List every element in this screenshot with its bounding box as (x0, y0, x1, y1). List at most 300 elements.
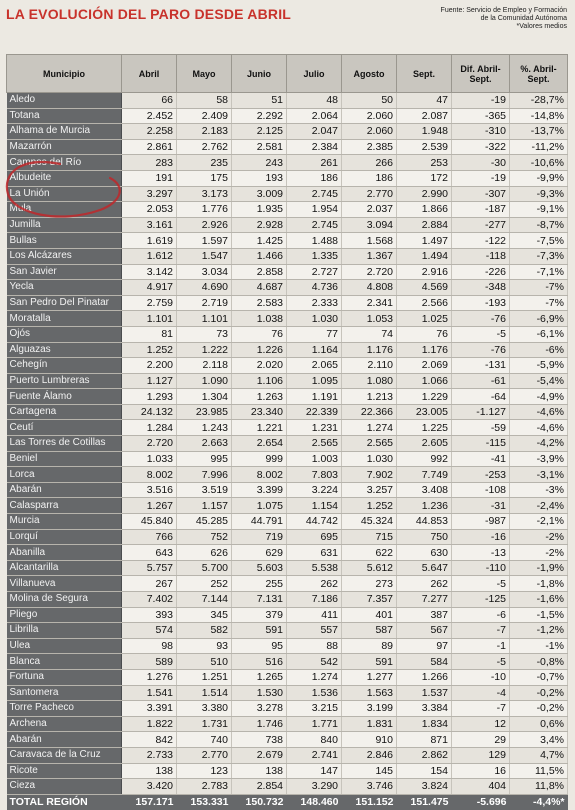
table-cell: -115 (452, 436, 510, 452)
municipality-name: Fuente Álamo (7, 389, 122, 405)
municipality-name: Cartagena (7, 404, 122, 420)
table-cell: 191 (122, 170, 177, 186)
table-cell: 1.101 (122, 311, 177, 327)
table-cell: 8.002 (232, 467, 287, 483)
table-cell: 7.996 (177, 467, 232, 483)
table-cell: 255 (232, 576, 287, 592)
municipality-name: Cieza (7, 779, 122, 795)
table-cell: 591 (342, 654, 397, 670)
table-cell: 2.770 (177, 747, 232, 763)
table-cell: 1.274 (287, 669, 342, 685)
source-line: de la Comunidad Autónoma (480, 15, 567, 22)
table-cell: -6,9% (510, 311, 568, 327)
table-cell: -0,8% (510, 654, 568, 670)
table-cell: 2.069 (397, 358, 452, 374)
table-cell: -41 (452, 451, 510, 467)
table-cell: 66 (122, 93, 177, 109)
table-cell: -19 (452, 170, 510, 186)
table-cell: 2.200 (122, 358, 177, 374)
table-cell: 3.142 (122, 264, 177, 280)
table-cell: 1.154 (287, 498, 342, 514)
table-cell: -13 (452, 545, 510, 561)
municipality-name: Abanilla (7, 545, 122, 561)
table-cell: 8.002 (122, 467, 177, 483)
table-cell: 81 (122, 326, 177, 342)
table-row (7, 248, 568, 264)
table-cell: -7% (510, 280, 568, 296)
table-cell: -110 (452, 560, 510, 576)
municipality-name: Villanueva (7, 576, 122, 592)
table-cell: 752 (177, 529, 232, 545)
table-cell: 2.727 (287, 264, 342, 280)
table-cell: -7,5% (510, 233, 568, 249)
table-cell: 387 (397, 607, 452, 623)
table-cell: -1,5% (510, 607, 568, 623)
table-cell: 243 (232, 155, 287, 171)
municipality-name: Alguazas (7, 342, 122, 358)
table-cell: 147 (287, 763, 342, 779)
table-cell: 2.654 (232, 436, 287, 452)
municipality-name: Los Alcázares (7, 248, 122, 264)
table-cell: 76 (232, 326, 287, 342)
table-row (7, 404, 568, 420)
municipality-name: Aledo (7, 93, 122, 109)
table-cell: 11,8% (510, 779, 568, 795)
table-cell: -6% (510, 342, 568, 358)
table-cell: 3.399 (232, 482, 287, 498)
municipality-name: Lorca (7, 467, 122, 483)
page-title: LA EVOLUCIÓN DEL PARO DESDE ABRIL (6, 6, 292, 22)
municipality-name: Pliego (7, 607, 122, 623)
table-cell: -1,6% (510, 592, 568, 608)
table-row (7, 514, 568, 530)
table-cell: 262 (397, 576, 452, 592)
table-cell: 404 (452, 779, 510, 795)
table-cell: 1.293 (122, 389, 177, 405)
table-cell: 5.612 (342, 560, 397, 576)
table-cell: 1.030 (287, 311, 342, 327)
table-cell: 252 (177, 576, 232, 592)
table-cell: 2.060 (342, 108, 397, 124)
table-cell: 2.110 (342, 358, 397, 374)
table-cell: 2.884 (397, 217, 452, 233)
table-cell: 582 (177, 623, 232, 639)
table-cell: 842 (122, 732, 177, 748)
table-cell: 5.700 (177, 560, 232, 576)
table-cell: 4.736 (287, 280, 342, 296)
table-row (7, 732, 568, 748)
table-cell: 411 (287, 607, 342, 623)
municipality-name: Fortuna (7, 669, 122, 685)
table-cell: 44.853 (397, 514, 452, 530)
table-cell: 2.064 (287, 108, 342, 124)
table-cell: 3.161 (122, 217, 177, 233)
table-cell: -277 (452, 217, 510, 233)
table-cell: 3.094 (342, 217, 397, 233)
table-cell: -7,1% (510, 264, 568, 280)
table-row (7, 155, 568, 171)
table-cell: 4.808 (342, 280, 397, 296)
table-row (7, 701, 568, 717)
table-cell: 1.822 (122, 716, 177, 732)
municipality-name: Las Torres de Cotillas (7, 436, 122, 452)
table-cell: 3.384 (397, 701, 452, 717)
table-cell: 261 (287, 155, 342, 171)
total-cell: -4,4%* (510, 794, 568, 810)
column-header: Abril (122, 55, 177, 93)
table-cell: -7% (510, 295, 568, 311)
table-cell: 630 (397, 545, 452, 561)
table-cell: 1.731 (177, 716, 232, 732)
table-cell: 186 (287, 170, 342, 186)
municipality-name: Beniel (7, 451, 122, 467)
table-cell: 2.858 (232, 264, 287, 280)
table-cell: 45.324 (342, 514, 397, 530)
table-cell: 401 (342, 607, 397, 623)
table-cell: 23.005 (397, 404, 452, 420)
table-cell: 1.488 (287, 233, 342, 249)
table-cell: -8,7% (510, 217, 568, 233)
municipality-name: Campos del Río (7, 155, 122, 171)
table-row (7, 763, 568, 779)
table-cell: 999 (232, 451, 287, 467)
table-cell: 267 (122, 576, 177, 592)
table-row (7, 436, 568, 452)
table-cell: 1.266 (397, 669, 452, 685)
table-cell: 1.541 (122, 685, 177, 701)
table-cell: 2.583 (232, 295, 287, 311)
municipality-name: Albudeite (7, 170, 122, 186)
table-cell: -987 (452, 514, 510, 530)
table-cell: 145 (342, 763, 397, 779)
table-cell: 2.333 (287, 295, 342, 311)
table-cell: 510 (177, 654, 232, 670)
table-cell: 138 (122, 763, 177, 779)
table-cell: -1,2% (510, 623, 568, 639)
table-cell: 2.679 (232, 747, 287, 763)
table-cell: 1.025 (397, 311, 452, 327)
municipality-name: Bullas (7, 233, 122, 249)
table-cell: -10 (452, 669, 510, 685)
table-body (7, 93, 568, 795)
table-row (7, 280, 568, 296)
municipality-name: Mazarrón (7, 139, 122, 155)
table-cell: -19 (452, 93, 510, 109)
table-cell: -193 (452, 295, 510, 311)
municipality-name: Murcia (7, 514, 122, 530)
table-cell: -307 (452, 186, 510, 202)
municipality-name: Ceutí (7, 420, 122, 436)
table-cell: 7.131 (232, 592, 287, 608)
total-row (7, 794, 568, 810)
table-cell: 3.420 (122, 779, 177, 795)
table-cell: 1.425 (232, 233, 287, 249)
table-cell: 1.304 (177, 389, 232, 405)
table-cell: 22.339 (287, 404, 342, 420)
column-header: Municipio (7, 55, 122, 93)
municipality-name: Yecla (7, 280, 122, 296)
table-cell: -310 (452, 124, 510, 140)
table-cell: 3.009 (232, 186, 287, 202)
column-header: Mayo (177, 55, 232, 93)
table-cell: 1.466 (232, 248, 287, 264)
table-cell: -0,7% (510, 669, 568, 685)
municipality-name: Lorquí (7, 529, 122, 545)
table-row (7, 576, 568, 592)
table-cell: -3% (510, 482, 568, 498)
table-cell: -122 (452, 233, 510, 249)
table-cell: 1.530 (232, 685, 287, 701)
table-cell: 3.391 (122, 701, 177, 717)
table-cell: -6,1% (510, 326, 568, 342)
table-cell: 154 (397, 763, 452, 779)
table-cell: 1.225 (397, 420, 452, 436)
table-cell: -131 (452, 358, 510, 374)
table-cell: 719 (232, 529, 287, 545)
table-cell: 2.566 (397, 295, 452, 311)
table-cell: 58 (177, 93, 232, 109)
table-cell: 393 (122, 607, 177, 623)
table-cell: 95 (232, 638, 287, 654)
table-cell: 3.746 (342, 779, 397, 795)
table-cell: 1.127 (122, 373, 177, 389)
municipality-name: Ulea (7, 638, 122, 654)
table-cell: -5,9% (510, 358, 568, 374)
table-cell: 262 (287, 576, 342, 592)
municipality-name: Abarán (7, 732, 122, 748)
table-cell: 44.791 (232, 514, 287, 530)
municipality-name: Blanca (7, 654, 122, 670)
table-cell: 1.568 (342, 233, 397, 249)
table-cell: -61 (452, 373, 510, 389)
table-cell: 2.539 (397, 139, 452, 155)
table-cell: 186 (342, 170, 397, 186)
table-cell: -5 (452, 654, 510, 670)
table-cell: 2.452 (122, 108, 177, 124)
column-header: %. Abril-Sept. (510, 55, 568, 93)
table-cell: 1.265 (232, 669, 287, 685)
table-cell: 2.581 (232, 139, 287, 155)
table-cell: -348 (452, 280, 510, 296)
table-row (7, 358, 568, 374)
table-cell: 2.846 (342, 747, 397, 763)
table-cell: 1.106 (232, 373, 287, 389)
table-cell: 631 (287, 545, 342, 561)
table-cell: 23.340 (232, 404, 287, 420)
municipality-name: Molina de Segura (7, 592, 122, 608)
table-row (7, 685, 568, 701)
table-cell: 840 (287, 732, 342, 748)
table-cell: 24.132 (122, 404, 177, 420)
table-cell: 1.003 (287, 451, 342, 467)
municipality-name: Ojós (7, 326, 122, 342)
table-cell: 1.494 (397, 248, 452, 264)
table-cell: -64 (452, 389, 510, 405)
municipality-name: Santomera (7, 685, 122, 701)
table-cell: 2.020 (232, 358, 287, 374)
table-cell: 766 (122, 529, 177, 545)
table-cell: 750 (397, 529, 452, 545)
table-cell: 2.741 (287, 747, 342, 763)
table-cell: 76 (397, 326, 452, 342)
total-cell: 151.152 (342, 794, 397, 810)
table-cell: -13,7% (510, 124, 568, 140)
table-cell: 1.053 (342, 311, 397, 327)
table-cell: -5 (452, 576, 510, 592)
table-cell: 740 (177, 732, 232, 748)
table-cell: 16 (452, 763, 510, 779)
table-cell: 2.384 (287, 139, 342, 155)
table-cell: 3.516 (122, 482, 177, 498)
table-row (7, 623, 568, 639)
table-cell: 516 (232, 654, 287, 670)
table-row (7, 420, 568, 436)
table-cell: 3.380 (177, 701, 232, 717)
table-cell: 1.948 (397, 124, 452, 140)
table-cell: 4.569 (397, 280, 452, 296)
table-cell: 1.080 (342, 373, 397, 389)
table-cell: 1.251 (177, 669, 232, 685)
table-cell: 5.757 (122, 560, 177, 576)
table-row (7, 186, 568, 202)
table-cell: 2.720 (342, 264, 397, 280)
table-cell: 1.066 (397, 373, 452, 389)
table-cell: -2% (510, 545, 568, 561)
source-line: Fuente: Servicio de Empleo y Formación (440, 7, 567, 14)
table-row (7, 669, 568, 685)
table-cell: 3.519 (177, 482, 232, 498)
table-cell: 1.776 (177, 202, 232, 218)
table-cell: -1.127 (452, 404, 510, 420)
table-row (7, 264, 568, 280)
table-cell: 51 (232, 93, 287, 109)
table-cell: 2.292 (232, 108, 287, 124)
table-cell: 3.034 (177, 264, 232, 280)
table-cell: 2.759 (122, 295, 177, 311)
table-cell: -3,9% (510, 451, 568, 467)
table-cell: 2.258 (122, 124, 177, 140)
table-cell: 273 (342, 576, 397, 592)
total-cell: 157.171 (122, 794, 177, 810)
table-cell: -226 (452, 264, 510, 280)
table-cell: 266 (342, 155, 397, 171)
table-cell: -31 (452, 498, 510, 514)
table-cell: 1.213 (342, 389, 397, 405)
table-row (7, 467, 568, 483)
table-row (7, 482, 568, 498)
table-cell: 1.563 (342, 685, 397, 701)
table-cell: 1.619 (122, 233, 177, 249)
table-row (7, 607, 568, 623)
table-cell: -108 (452, 482, 510, 498)
table-cell: 1.243 (177, 420, 232, 436)
table-cell: 1.229 (397, 389, 452, 405)
table-cell: 22.366 (342, 404, 397, 420)
table-cell: 1.831 (342, 716, 397, 732)
table-cell: 1.222 (177, 342, 232, 358)
table-row (7, 373, 568, 389)
table-cell: 1.267 (122, 498, 177, 514)
table-cell: 1.252 (342, 498, 397, 514)
table-row (7, 124, 568, 140)
table-cell: 1.164 (287, 342, 342, 358)
table-cell: -365 (452, 108, 510, 124)
table-cell: 1.746 (232, 716, 287, 732)
table-cell: 1.277 (342, 669, 397, 685)
total-label: TOTAL REGIÓN (7, 794, 122, 810)
table-cell: 235 (177, 155, 232, 171)
table-cell: -1,9% (510, 560, 568, 576)
table-cell: 643 (122, 545, 177, 561)
table-cell: 2.720 (122, 436, 177, 452)
table-cell: -7 (452, 701, 510, 717)
table-row (7, 202, 568, 218)
table-row (7, 295, 568, 311)
table-cell: 4,7% (510, 747, 568, 763)
table-cell: 7.749 (397, 467, 452, 483)
table-cell: 7.402 (122, 592, 177, 608)
table-cell: 2.762 (177, 139, 232, 155)
table-cell: 1.335 (287, 248, 342, 264)
table-cell: 2.861 (122, 139, 177, 155)
table-row (7, 311, 568, 327)
table-cell: 1.866 (397, 202, 452, 218)
table-cell: -5,4% (510, 373, 568, 389)
table-cell: 2.605 (397, 436, 452, 452)
table-cell: 345 (177, 607, 232, 623)
table-cell: 738 (232, 732, 287, 748)
column-header: Dif. Abril-Sept. (452, 55, 510, 93)
table-cell: 2.065 (287, 358, 342, 374)
table-cell: 2.745 (287, 186, 342, 202)
table-cell: -76 (452, 342, 510, 358)
table-cell: 7.803 (287, 467, 342, 483)
table-row (7, 654, 568, 670)
table-cell: 5.647 (397, 560, 452, 576)
table-cell: 2.862 (397, 747, 452, 763)
table-cell: -9,9% (510, 170, 568, 186)
table-cell: -6 (452, 607, 510, 623)
municipality-name: Archena (7, 716, 122, 732)
table-cell: 2.053 (122, 202, 177, 218)
table-row (7, 451, 568, 467)
table-cell: 1.263 (232, 389, 287, 405)
table-cell: 4.917 (122, 280, 177, 296)
table-header-row (7, 55, 568, 93)
table-cell: 2.565 (287, 436, 342, 452)
table-cell: 4.687 (232, 280, 287, 296)
table-cell: 557 (287, 623, 342, 639)
table-row (7, 592, 568, 608)
table-row (7, 389, 568, 405)
municipality-name: Torre Pacheco (7, 701, 122, 717)
table-cell: 4.690 (177, 280, 232, 296)
table-cell: 2.926 (177, 217, 232, 233)
table-cell: 1.075 (232, 498, 287, 514)
table-cell: 74 (342, 326, 397, 342)
source-note (441, 7, 567, 31)
table-cell: -7 (452, 623, 510, 639)
table-cell: 2.118 (177, 358, 232, 374)
table-cell: 45.285 (177, 514, 232, 530)
table-row (7, 170, 568, 186)
municipality-name: Alcantarilla (7, 560, 122, 576)
table-row (7, 326, 568, 342)
table-cell: -1% (510, 638, 568, 654)
table-cell: 47 (397, 93, 452, 109)
table-cell: -125 (452, 592, 510, 608)
table-cell: 622 (342, 545, 397, 561)
